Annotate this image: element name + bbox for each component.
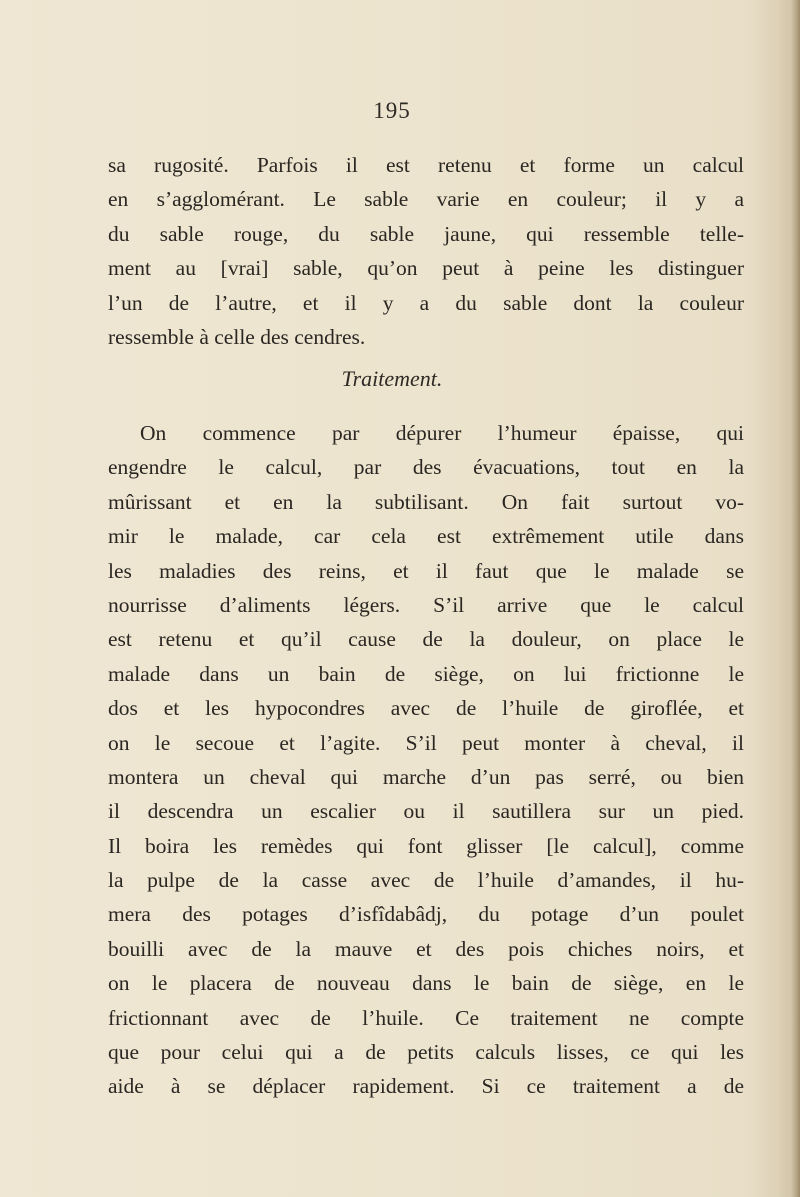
text-line: est retenu et qu’il cause de la douleur, on place le bbox=[108, 627, 744, 652]
text-line: l’un de l’autre, et il y a du sable dont la couleur bbox=[108, 290, 744, 315]
text-line: il descendra un escalier ou il sautillera sur un pied. bbox=[108, 799, 744, 824]
text-line: On commence par dépurer l’humeur épaisse, qui bbox=[140, 421, 744, 445]
text-line: bouilli avec de la mauve et des pois chiches noirs, et bbox=[108, 936, 744, 961]
page-number: 195 bbox=[373, 98, 411, 123]
text-line: du sable rouge, du sable jaune, qui ressemble telle- bbox=[108, 221, 744, 246]
text-line: ressemble à celle des cendres. bbox=[108, 324, 366, 349]
text-line: montera un cheval qui marche d’un pas serré, ou bien bbox=[108, 764, 744, 789]
text-line: frictionnant avec de l’huile. Ce traitement ne compte bbox=[108, 1005, 744, 1030]
text-line: Il boira les remèdes qui font glisser [le calcul], comme bbox=[108, 833, 744, 858]
text-line: malade dans un bain de siège, on lui frictionne le bbox=[108, 661, 744, 686]
text-line: sa rugosité. Parfois il est retenu et forme un calcul bbox=[108, 153, 744, 177]
paragraph-2 bbox=[108, 416, 744, 1104]
text-line: engendre le calcul, par des évacuations, tout en la bbox=[108, 455, 744, 480]
text-line: les maladies des reins, et il faut que le malade se bbox=[108, 558, 744, 583]
text-line: dos et les hypocondres avec de l’huile de giroflée, et bbox=[108, 696, 744, 721]
paragraph-1 bbox=[108, 148, 744, 354]
text-line: en s’agglomérant. Le sable varie en couleur; il y a bbox=[108, 187, 744, 212]
page-edge bbox=[790, 0, 800, 1197]
text-line: la pulpe de la casse avec de l’huile d’amandes, il hu- bbox=[108, 868, 744, 893]
text-line: ment au [vrai] sable, qu’on peut à peine les distinguer bbox=[108, 256, 744, 281]
text-line: mera des potages d’isfîdabâdj, du potage d’un poulet bbox=[108, 902, 744, 927]
text-line: nourrisse d’aliments légers. S’il arrive que le calcul bbox=[108, 592, 744, 617]
text-line: mir le malade, car cela est extrêmement utile dans bbox=[108, 524, 744, 549]
section-heading: Traitement. bbox=[341, 366, 443, 391]
text-line: on le secoue et l’agite. S’il peut monter à cheval, il bbox=[108, 730, 744, 755]
text-line: aide à se déplacer rapidement. Si ce traitement a de bbox=[108, 1074, 744, 1099]
text-line: que pour celui qui a de petits calculs lisses, ce qui les bbox=[108, 1040, 744, 1065]
text-line: mûrissant et en la subtilisant. On fait surtout vo- bbox=[108, 489, 744, 514]
text-line: on le placera de nouveau dans le bain de siège, en le bbox=[108, 971, 744, 996]
